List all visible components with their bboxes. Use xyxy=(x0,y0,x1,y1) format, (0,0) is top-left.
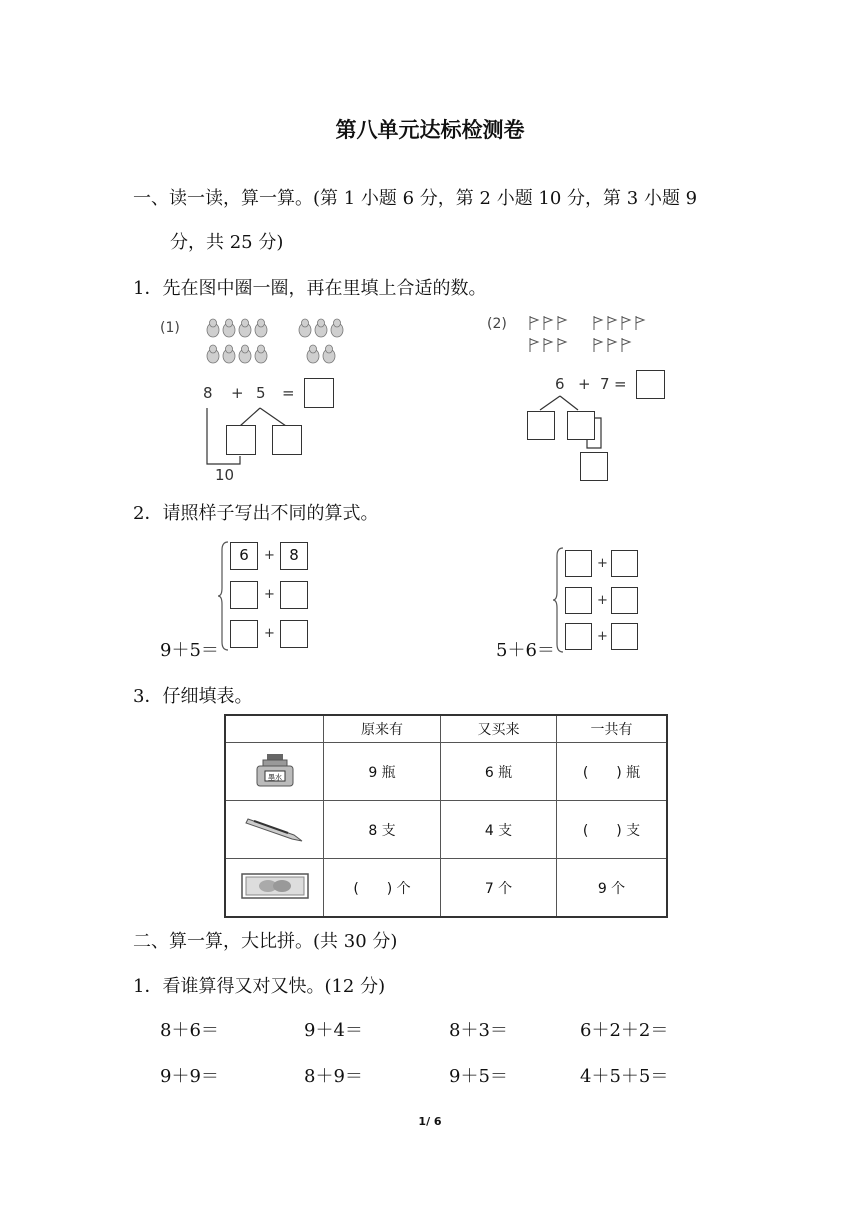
q3-text: 3．仔细填表。 xyxy=(133,686,253,707)
fig2-addend-a: 6 xyxy=(555,375,565,393)
fig2-split-box-1[interactable] xyxy=(527,411,555,440)
pear-icon xyxy=(331,319,343,337)
flag-icon xyxy=(608,316,616,330)
table-header-cell: 又买来 xyxy=(441,715,557,743)
fig1-plus: + xyxy=(231,384,244,402)
pear-icon xyxy=(315,319,327,337)
q2-right-box-2a[interactable] xyxy=(565,587,592,614)
pear-icon xyxy=(299,319,311,337)
table-row xyxy=(225,801,667,859)
flag-icon xyxy=(530,316,538,330)
section1-heading-cont: 分，共 25 分) xyxy=(170,232,284,253)
calc-item: 8＋9＝ xyxy=(304,1066,363,1087)
left-brace xyxy=(218,540,230,652)
table-header-row xyxy=(225,715,667,743)
item-cell xyxy=(225,743,324,801)
flag-icon xyxy=(558,316,566,330)
page-title: 第八单元达标检测卷 xyxy=(335,118,525,142)
fig1-split-box-2[interactable] xyxy=(272,425,302,455)
fig2-result-box[interactable] xyxy=(580,452,608,481)
item-cell xyxy=(225,859,324,918)
fig1-label: (1) xyxy=(160,320,180,336)
pear-icon xyxy=(239,319,251,337)
flags-illustration xyxy=(527,314,652,356)
calc-item: 9＋4＝ xyxy=(304,1020,363,1041)
calc-item: 6＋2＋2＝ xyxy=(580,1020,669,1041)
section2-heading: 二、算一算，大比拼。(共 30 分) xyxy=(133,931,398,952)
fig2-plus: + xyxy=(578,375,591,393)
ink-bottle-icon xyxy=(251,752,299,788)
calc-item: 9＋9＝ xyxy=(160,1066,219,1087)
fig2-equals: = xyxy=(614,375,627,393)
table-cell: 9 瓶 xyxy=(324,743,441,801)
table-cell: 6 瓶 xyxy=(441,743,557,801)
flag-icon xyxy=(622,316,630,330)
q2-right-plus-1: + xyxy=(597,556,608,571)
flag-icon xyxy=(594,316,602,330)
fig2-split-box-2[interactable] xyxy=(567,411,595,440)
flag-icon xyxy=(544,338,552,352)
q2-right-expression: 5＋6＝ xyxy=(496,640,555,661)
answer-cell[interactable]: ( ) 瓶 xyxy=(557,743,668,801)
table-header-cell: 一共有 xyxy=(557,715,668,743)
section2-q1-text: 1．看谁算得又对又快。(12 分) xyxy=(133,976,386,997)
pen-icon xyxy=(244,811,306,845)
table-row xyxy=(225,859,667,918)
q2-left-box-2a[interactable] xyxy=(230,581,258,609)
table-cell: 4 支 xyxy=(441,801,557,859)
fig1-split-box-1[interactable] xyxy=(226,425,256,455)
calc-item: 8＋6＝ xyxy=(160,1020,219,1041)
flag-icon xyxy=(608,338,616,352)
ink-label: 墨水 xyxy=(267,773,282,781)
flag-icon xyxy=(622,338,630,352)
q2-left-box-3b[interactable] xyxy=(280,620,308,648)
fig1-addend-b: 5 xyxy=(256,384,266,402)
q2-left-example-b: 8 xyxy=(280,542,308,570)
q2-right-box-3a[interactable] xyxy=(565,623,592,650)
answer-cell[interactable]: ( ) 个 xyxy=(324,859,441,918)
pear-icon xyxy=(255,345,267,363)
q2-text: 2．请照样子写出不同的算式。 xyxy=(133,503,379,524)
fig1-addend-a: 8 xyxy=(203,384,213,402)
pear-icon xyxy=(307,345,319,363)
q2-left-box-3a[interactable] xyxy=(230,620,258,648)
table-row xyxy=(225,743,667,801)
q1-text: 1．先在图中圈一圈，再在里填上合适的数。 xyxy=(133,278,487,299)
fig1-ten-label: 10 xyxy=(215,466,235,484)
q2-left-example-a: 6 xyxy=(230,542,258,570)
q2-right-box-2b[interactable] xyxy=(611,587,638,614)
pear-icon xyxy=(207,345,219,363)
table-cell: 8 支 xyxy=(324,801,441,859)
pear-icon xyxy=(207,319,219,337)
flag-icon xyxy=(558,338,566,352)
q2-right-box-1a[interactable] xyxy=(565,550,592,577)
fill-in-table xyxy=(224,714,668,918)
q2-left-box-2b[interactable] xyxy=(280,581,308,609)
page-number: 1/ 6 xyxy=(418,1115,442,1128)
calc-item: 4＋5＋5＝ xyxy=(580,1066,669,1087)
item-cell xyxy=(225,801,324,859)
pear-icon xyxy=(223,319,235,337)
q2-left-plus-1: + xyxy=(264,548,275,563)
q2-right-box-1b[interactable] xyxy=(611,550,638,577)
flag-icon xyxy=(530,338,538,352)
calc-item: 9＋5＝ xyxy=(449,1066,508,1087)
pears-illustration xyxy=(200,316,360,368)
table-cell: 7 个 xyxy=(441,859,557,918)
q2-right-box-3b[interactable] xyxy=(611,623,638,650)
table-header-cell: 原来有 xyxy=(324,715,441,743)
q2-left-plus-2: + xyxy=(264,587,275,602)
section1-heading: 一、读一读，算一算。(第 1 小题 6 分，第 2 小题 10 分，第 3 小题 9 xyxy=(133,188,698,209)
flag-icon xyxy=(636,316,644,330)
flag-icon xyxy=(544,316,552,330)
q2-right-plus-2: + xyxy=(597,593,608,608)
fig2-label: (2) xyxy=(487,316,507,332)
q2-left-plus-3: + xyxy=(264,626,275,641)
pear-icon xyxy=(223,345,235,363)
flag-icon xyxy=(594,338,602,352)
fig1-split-lines xyxy=(200,400,320,470)
q2-left-expression: 9＋5＝ xyxy=(160,640,219,661)
table-cell: 9 个 xyxy=(557,859,668,918)
pear-icon xyxy=(255,319,267,337)
table-header-cell xyxy=(225,715,324,743)
answer-cell[interactable]: ( ) 支 xyxy=(557,801,668,859)
fig1-equals: = xyxy=(282,384,295,402)
pear-icon xyxy=(323,345,335,363)
calc-item: 8＋3＝ xyxy=(449,1020,508,1041)
pencil-case-icon xyxy=(240,871,310,901)
pear-icon xyxy=(239,345,251,363)
fig2-addend-b: 7 xyxy=(600,375,610,393)
q2-right-plus-3: + xyxy=(597,629,608,644)
fig2-answer-box[interactable] xyxy=(636,370,665,399)
